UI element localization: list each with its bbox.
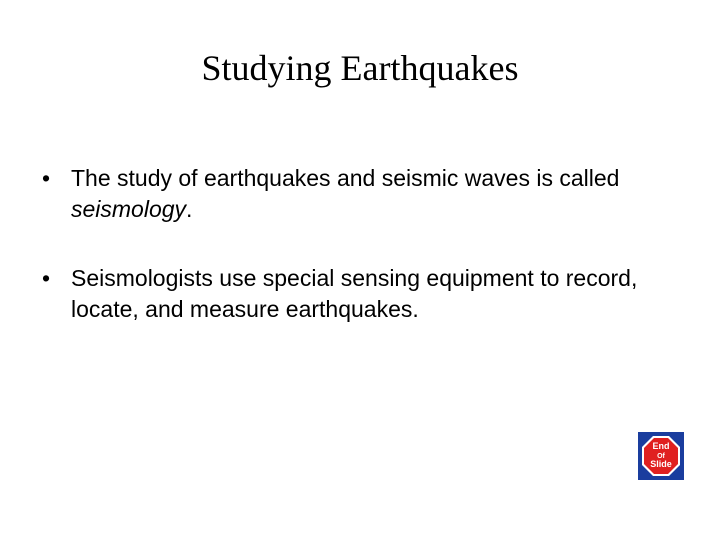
bullet-item (42, 263, 682, 325)
bullet-text-end: . (186, 196, 193, 222)
bullet-marker: • (42, 265, 51, 291)
bullet-emphasis: seismology (71, 196, 187, 222)
bullet-text: Seismologists use special sensing equipment to record, locate, and measure earthquakes. (71, 265, 638, 322)
slide-title: Studying Earthquakes (201, 48, 519, 88)
bullet-marker: • (42, 165, 51, 191)
bullet-item (42, 163, 682, 225)
bullet-list (42, 163, 682, 363)
end-label-line3: Slide (650, 459, 672, 469)
end-of-slide-button[interactable] (638, 432, 684, 480)
end-label-line2: Of (657, 453, 665, 460)
end-label-line1: End (652, 441, 670, 451)
bullet-text: The study of earthquakes and seismic waves is called (71, 165, 620, 191)
stop-sign-icon (640, 434, 682, 478)
